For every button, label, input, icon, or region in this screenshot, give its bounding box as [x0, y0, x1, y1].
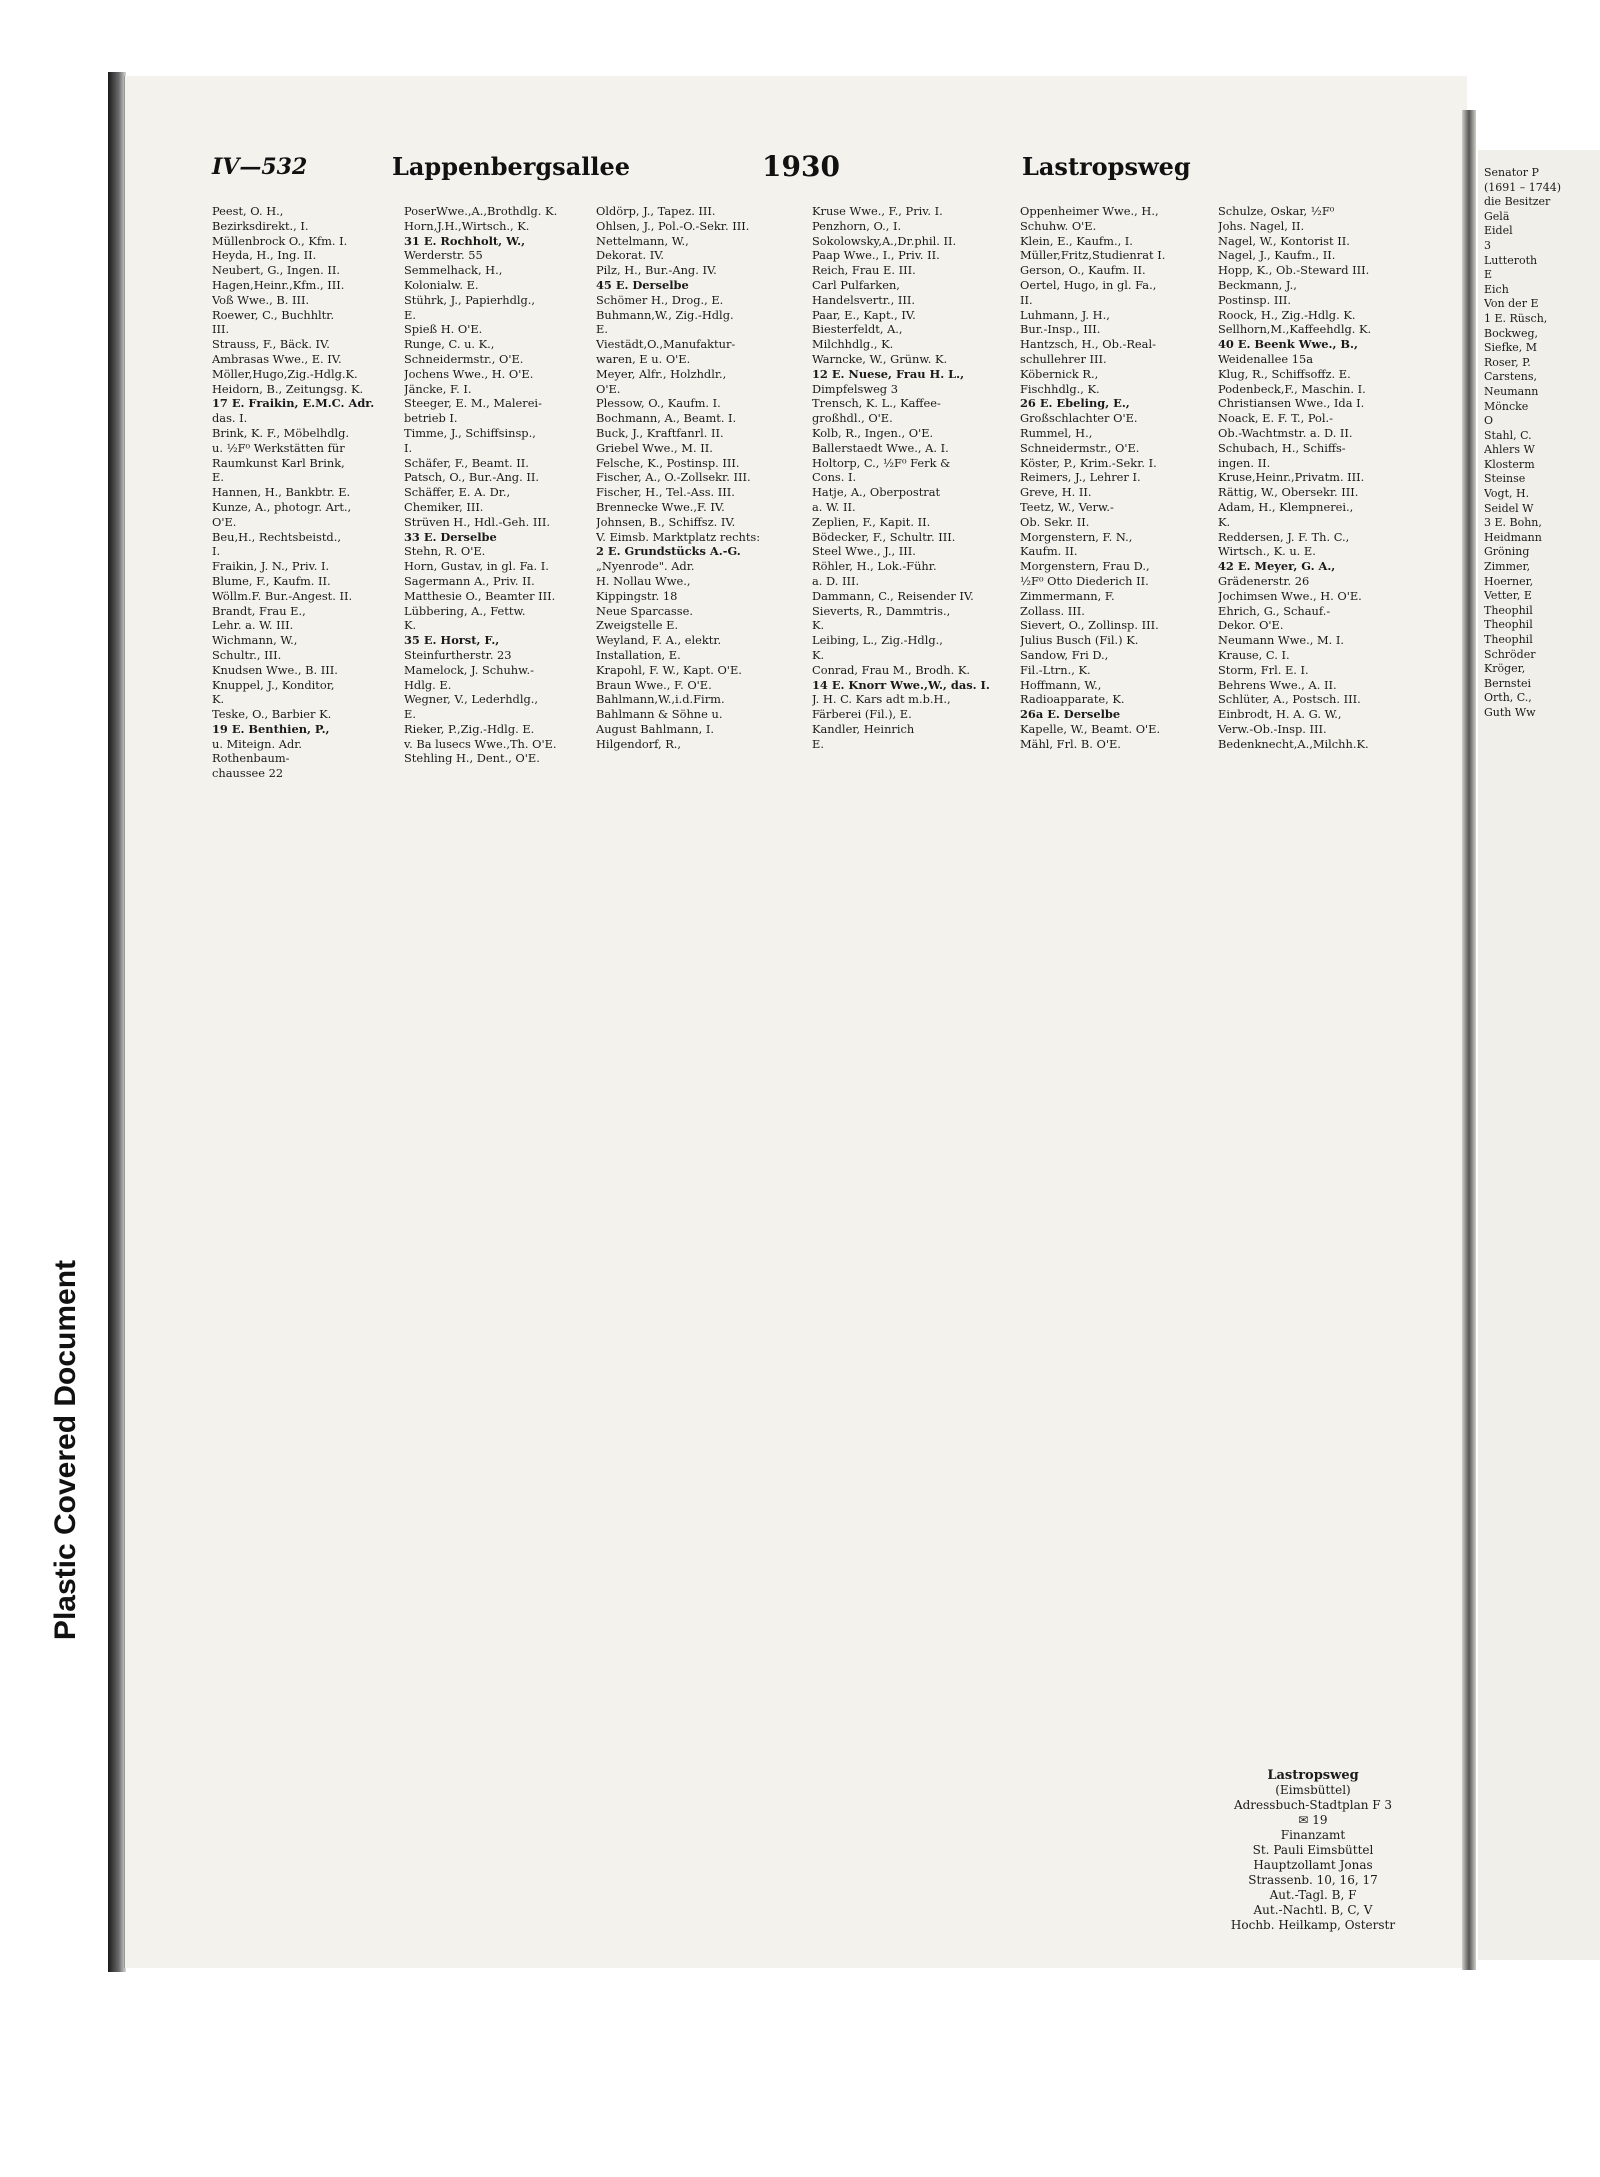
street-name-right: Lastropsweg — [1022, 152, 1191, 181]
directory-entry: waren, E u. O'E. — [596, 351, 691, 366]
directory-entry: Bödecker, F., Schultr. III. — [812, 529, 956, 544]
directory-entry: Köster, P., Krim.-Sekr. I. — [1020, 455, 1157, 470]
facing-page-line: Theophil — [1484, 618, 1533, 632]
directory-entry: Horn,J.H.,Wirtsch., K. — [404, 218, 530, 233]
directory-entry: Strauss, F., Bäck. IV. — [212, 337, 330, 352]
facing-page — [1478, 150, 1600, 1960]
directory-entry: Fischer, A., O.-Zollsekr. III. — [596, 470, 751, 485]
directory-entry: Warncke, W., Grünw. K. — [812, 351, 948, 366]
facing-page-line: Bockweg, — [1484, 326, 1538, 340]
facing-page-line: Zimmer, — [1484, 560, 1531, 574]
directory-entry: Noack, E. F. T., Pol.- — [1218, 411, 1334, 426]
facing-page-line: Bernstei — [1484, 676, 1532, 690]
directory-entry: Zeplien, F., Kapit. II. — [812, 514, 931, 529]
facing-page-line: Siefke, M — [1484, 341, 1538, 355]
directory-entry: Einbrodt, H. A. G. W., — [1218, 707, 1342, 722]
directory-entry: Luhmann, J. H., — [1020, 307, 1110, 322]
street-info-line: St. Pauli Eimsbüttel — [1252, 1843, 1374, 1857]
street-info-line: Hauptzollamt Jonas — [1253, 1858, 1373, 1872]
directory-entry: Dimpfelsweg 3 — [812, 381, 898, 396]
directory-entry: Kapelle, W., Beamt. O'E. — [1020, 721, 1161, 736]
directory-entry: betrieb I. — [404, 411, 458, 426]
facing-page-line: Möncke — [1484, 399, 1529, 413]
directory-entry: Semmelhack, H., — [404, 263, 503, 278]
directory-entry: J. H. C. Kars adt m.b.H., — [812, 692, 951, 707]
directory-entry: a. W. II. — [812, 499, 856, 514]
directory-entry: Schulze, Oskar, ½F⁰ — [1218, 204, 1335, 218]
directory-entry: 35 E. Horst, F., — [404, 633, 500, 648]
directory-entry: Spieß H. O'E. — [404, 322, 483, 337]
facing-page-line: Gelä — [1484, 209, 1510, 223]
directory-entry: Wöllm.F. Bur.-Angest. II. — [212, 588, 353, 603]
directory-entry: Plessow, O., Kaufm. I. — [596, 396, 721, 411]
directory-entry: Weidenallee 15a — [1218, 351, 1313, 366]
directory-entry: Beu,H., Rechtsbeistd., — [212, 529, 341, 544]
directory-entry: Kruse Wwe., F., Priv. I. — [812, 204, 943, 218]
directory-entry: „Nyenrode". Adr. — [596, 559, 695, 574]
directory-entry: Schultr., III. — [212, 647, 282, 662]
directory-entry: Dekor. O'E. — [1218, 618, 1284, 633]
directory-entry: V. Eimsb. Marktplatz rechts: — [596, 529, 761, 544]
facing-page-line: Schröder — [1484, 647, 1536, 661]
directory-entry: Sandow, Fri D., — [1020, 647, 1109, 662]
directory-entry: Conrad, Frau M., Brodh. K. — [812, 662, 970, 677]
facing-page-line: Carstens, — [1484, 370, 1538, 384]
street-info-line: Aut.-Nachtl. B, C, V — [1253, 1903, 1373, 1917]
directory-entry: H. Nollau Wwe., — [596, 573, 691, 588]
directory-entry: 31 E. Rochholt, W., — [404, 233, 526, 248]
directory-entry: Dammann, C., Reisender IV. — [812, 588, 974, 603]
directory-entry: Installation, E. — [596, 647, 681, 662]
directory-entry: Nagel, J., Kaufm., II. — [1218, 248, 1336, 263]
directory-entry: Strüven H., Hdl.-Geh. III. — [404, 514, 550, 529]
directory-entry: Schlüter, A., Postsch. III. — [1218, 692, 1361, 707]
directory-entry: Klug, R., Schiffsoffz. E. — [1218, 366, 1351, 381]
facing-page-line: die Besitzer — [1484, 195, 1551, 209]
directory-entry: Matthesie O., Beamter III. — [404, 588, 556, 603]
directory-entry: Neumann Wwe., M. I. — [1218, 633, 1345, 648]
facing-page-line: Orth, C., — [1484, 691, 1532, 705]
directory-entry: Reimers, J., Lehrer I. — [1020, 470, 1141, 485]
directory-entry: PoserWwe.,A.,Brothdlg. K. — [404, 204, 558, 218]
directory-entry: 2 E. Grundstücks A.-G. — [596, 544, 741, 559]
directory-entry: E. — [596, 322, 608, 337]
directory-entry: Kandler, Heinrich — [812, 721, 915, 736]
directory-entry: das. I. — [212, 411, 248, 426]
directory-entry: Johnsen, B., Schiffsz. IV. — [596, 514, 736, 529]
directory-entry: Storm, Frl. E. I. — [1218, 662, 1309, 677]
book-gutter — [1462, 110, 1476, 1970]
directory-entry: Fischer, H., Tel.-Ass. III. — [596, 485, 735, 500]
directory-entry: Grädenerstr. 26 — [1218, 573, 1310, 588]
page-number: IV—532 — [212, 154, 308, 180]
directory-entry: I. — [404, 440, 413, 455]
facing-page-line: 3 — [1484, 238, 1491, 252]
directory-entry: Bochmann, A., Beamt. I. — [596, 411, 737, 426]
directory-entry: Raumkunst Karl Brink, — [212, 455, 345, 470]
directory-entry: Bur.-Insp., III. — [1020, 322, 1101, 337]
directory-entry: Penzhorn, O., I. — [812, 218, 902, 233]
directory-entry: Kaufm. II. — [1020, 544, 1078, 559]
directory-entry: Radioapparate, K. — [1020, 692, 1125, 707]
directory-entry: III. — [212, 322, 230, 337]
facing-page-line: (1691 – 1744) — [1484, 180, 1562, 194]
directory-entry: Rieker, P.,Zig.-Hdlg. E. — [404, 721, 535, 736]
directory-entry: Schneidermstr., O'E. — [1020, 440, 1140, 455]
facing-page-line: Eich — [1484, 282, 1509, 296]
facing-page-line: O — [1484, 414, 1494, 428]
directory-entry: Möller,Hugo,Zig.-Hdlg.K. — [212, 366, 358, 381]
facing-page-line: Hoerner, — [1484, 574, 1534, 588]
facing-page-line: Steinse — [1484, 472, 1526, 486]
facing-page-line: Theophil — [1484, 603, 1533, 617]
directory-entry: 17 E. Fraikin, E.M.C. Adr. — [212, 396, 375, 411]
directory-entry: Fil.-Ltrn., K. — [1020, 662, 1091, 677]
directory-entry: Teetz, W., Verw.- — [1020, 499, 1114, 514]
facing-page-line: Vetter, E — [1484, 589, 1532, 603]
directory-entry: Nagel, W., Kontorist II. — [1218, 233, 1350, 248]
directory-entry: Runge, C. u. K., — [404, 337, 495, 352]
directory-entry: Schäfer, F., Beamt. II. — [404, 455, 529, 470]
street-info-line: Aut.-Tagl. B, F — [1269, 1888, 1357, 1902]
facing-page-line: 3 E. Bohn, — [1484, 516, 1542, 530]
directory-entry: chaussee 22 — [212, 766, 284, 781]
street-info-lines — [1218, 1798, 1408, 1933]
directory-entry: Chemiker, III. — [404, 499, 484, 514]
directory-entry: Blume, F., Kaufm. II. — [212, 573, 331, 588]
directory-entry: I. — [212, 544, 221, 559]
directory-entry: E. — [212, 470, 224, 485]
directory-entry: großhdl., O'E. — [812, 411, 893, 426]
directory-entry: Kolonialw. E. — [404, 277, 479, 292]
directory-entry: Pilz, H., Bur.-Ang. IV. — [596, 263, 717, 278]
directory-entry: Sagermann A., Priv. II. — [404, 573, 535, 588]
directory-entry: Sievert, O., Zollinsp. III. — [1020, 618, 1159, 633]
directory-entry: 33 E. Derselbe — [404, 529, 497, 544]
directory-entry: Kolb, R., Ingen., O'E. — [812, 425, 934, 440]
directory-entry: ½F⁰ Otto Diederich II. — [1020, 573, 1149, 588]
directory-entry: Oppenheimer Wwe., H., — [1020, 204, 1159, 218]
directory-entry: Stührk, J., Papierhdlg., — [404, 292, 536, 307]
directory-entry: Hoffmann, W., — [1020, 677, 1102, 692]
facing-page-line: Eidel — [1484, 224, 1513, 238]
street-info-line: Adressbuch-Stadtplan F 3 — [1233, 1798, 1393, 1812]
street-info-line: Finanzamt — [1280, 1828, 1346, 1842]
directory-entry: Hantzsch, H., Ob.-Real- — [1020, 337, 1156, 352]
directory-entry: Stehn, R. O'E. — [404, 544, 486, 559]
facing-page-line: 1 E. Rüsch, — [1484, 311, 1548, 325]
directory-entry: Werderstr. 55 — [404, 248, 483, 263]
directory-entry: Milchhdlg., K. — [812, 337, 894, 352]
directory-entry: Fraikin, J. N., Priv. I. — [212, 559, 330, 574]
directory-entry: August Bahlmann, I. — [596, 721, 714, 736]
directory-entry: Sieverts, R., Dammtris., — [812, 603, 951, 618]
page-header — [212, 146, 1362, 186]
facing-page-line: Seidel W — [1484, 501, 1534, 515]
directory-entry: Hagen,Heinr.,Kfm., III. — [212, 277, 345, 292]
directory-entry: Biesterfeldt, A., — [812, 322, 903, 337]
directory-entry: Verw.-Ob.-Insp. III. — [1218, 721, 1327, 736]
facing-page-line: Ahlers W — [1484, 443, 1535, 457]
facing-page-line: E — [1484, 268, 1493, 282]
directory-column-6 — [1218, 204, 1404, 1944]
directory-entry: Knuppel, J., Konditor, — [212, 677, 335, 692]
directory-entry: K. — [212, 692, 225, 707]
directory-entry: Schäffer, E. A. Dr., — [404, 485, 511, 500]
directory-entry: Neubert, G., Ingen. II. — [212, 263, 340, 278]
directory-entry: Bezirksdirekt., I. — [212, 218, 309, 233]
directory-entry: a. D. III. — [812, 573, 860, 588]
directory-entry: Greve, H. II. — [1020, 485, 1092, 500]
directory-entry: Morgenstern, Frau D., — [1020, 559, 1150, 574]
directory-entry: Wegner, V., Lederhdlg., — [404, 692, 539, 707]
directory-entry: Heyda, H., Ing. II. — [212, 248, 317, 263]
directory-column-3 — [596, 204, 782, 1944]
directory-entry: Paar, E., Kapt., IV. — [812, 307, 916, 322]
directory-entry: K. — [1218, 514, 1231, 529]
directory-entry: Lübbering, A., Fettw. — [404, 603, 526, 618]
directory-entry: Teske, O., Barbier K. — [212, 707, 332, 722]
directory-entry: Ehrich, G., Schauf.- — [1218, 603, 1331, 618]
facing-page-line: Heidmann — [1484, 530, 1542, 544]
directory-entry: Voß Wwe., B. III. — [212, 292, 310, 307]
directory-entry: Köbernick R., — [1020, 366, 1099, 381]
directory-entry: u. ½F⁰ Werkstätten für — [212, 440, 345, 455]
directory-entry: 14 E. Knorr Wwe.,W., das. I. — [812, 677, 990, 692]
directory-entry: Postinsp. III. — [1218, 292, 1291, 307]
facing-page-line: Kröger, — [1484, 662, 1526, 676]
directory-entry: Ob. Sekr. II. — [1020, 514, 1090, 529]
directory-entry: Krapohl, F. W., Kapt. O'E. — [596, 662, 742, 677]
directory-entry: ingen. II. — [1218, 455, 1271, 470]
directory-entry: Leibing, L., Zig.-Hdlg., — [812, 633, 943, 648]
facing-page-line: Lutteroth — [1484, 253, 1538, 267]
facing-page-line: Klosterm — [1484, 457, 1535, 471]
directory-entry: Steinfurtherstr. 23 — [404, 647, 512, 662]
directory-column-4 — [812, 204, 998, 1944]
directory-column-1 — [212, 204, 398, 1944]
facing-page-line: Roser, P. — [1484, 355, 1531, 369]
street-info-title: Lastropsweg — [1267, 1768, 1359, 1783]
facing-page-line: Theophil — [1484, 633, 1533, 646]
street-info-line: Hochb. Heilkamp, Osterstr — [1230, 1918, 1396, 1932]
directory-entry: K. — [812, 647, 825, 662]
directory-entry: Buck, J., Kraftfanrl. II. — [596, 425, 724, 440]
facing-page-line: Von der E — [1484, 297, 1539, 311]
facing-page-line: Stahl, C. — [1484, 428, 1532, 442]
street-info-line: ✉ 19 — [1298, 1813, 1328, 1827]
directory-entry: Kippingstr. 18 — [596, 588, 678, 603]
directory-entry: Müllenbrock O., Kfm. I. — [212, 233, 348, 248]
directory-entry: v. Ba lusecs Wwe.,Th. O'E. — [404, 736, 557, 751]
directory-entry: Adam, H., Klempnerei., — [1218, 499, 1354, 514]
directory-entry: Steeger, E. M., Malerei- — [404, 396, 542, 411]
directory-entry: Holtorp, C., ½F⁰ Ferk & — [812, 455, 951, 470]
directory-entry: Horn, Gustav, in gl. Fa. I. — [404, 559, 549, 574]
directory-entry: Ballerstaedt Wwe., A. I. — [812, 440, 949, 455]
directory-entry: Schubach, H., Schiffs- — [1218, 440, 1346, 455]
directory-entry: II. — [1020, 292, 1033, 307]
directory-entry: 12 E. Nuese, Frau H. L., — [812, 366, 965, 381]
directory-entry: 40 E. Beenk Wwe., B., — [1218, 337, 1358, 352]
directory-entry: Patsch, O., Bur.-Ang. II. — [404, 470, 539, 485]
directory-entry: Brink, K. F., Möbelhdlg. — [212, 425, 350, 440]
directory-entry: Lehr. a. W. III. — [212, 618, 294, 633]
directory-entry: Roewer, C., Buchhltr. — [212, 307, 335, 322]
directory-entry: Zollass. III. — [1020, 603, 1085, 618]
street-info-line: Strassenb. 10, 16, 17 — [1248, 1873, 1378, 1887]
directory-entry: Meyer, Alfr., Holzhdlr., — [596, 366, 727, 381]
directory-entry: Brennecke Wwe.,F. IV. — [596, 499, 725, 514]
directory-entry: Cons. I. — [812, 470, 857, 485]
directory-entry: O'E. — [212, 514, 237, 529]
directory-entry: E. — [404, 707, 416, 722]
facing-page-line: Vogt, H. — [1484, 487, 1530, 501]
directory-entry: Sokolowsky,A.,Dr.phil. II. — [812, 233, 957, 248]
directory-entry: Christiansen Wwe., Ida I. — [1218, 396, 1365, 411]
directory-entry: Krause, C. I. — [1218, 647, 1290, 662]
directory-entry: Paap Wwe., I., Priv. II. — [812, 248, 940, 263]
directory-entry: Mähl, Frl. B. O'E. — [1020, 736, 1121, 751]
street-info-box — [1218, 1768, 1408, 1933]
directory-entry: Bedenknecht,A.,Milchh.K. — [1218, 736, 1369, 751]
directory-entry: Hdlg. E. — [404, 677, 452, 692]
directory-entry: Ambrasas Wwe., E. IV. — [212, 351, 342, 366]
year: 1930 — [762, 150, 840, 183]
directory-entry: Beckmann, J., — [1218, 277, 1297, 292]
directory-entry: E. — [404, 307, 416, 322]
directory-entry: Großschlachter O'E. — [1020, 411, 1138, 426]
directory-entry: E. — [812, 736, 824, 751]
directory-entry: Hannen, H., Bankbtr. E. — [212, 485, 351, 500]
directory-entry: Klein, E., Kaufm., I. — [1020, 233, 1133, 248]
directory-entry: Wirtsch., K. u. E. — [1218, 544, 1316, 559]
directory-entry: Reich, Frau E. III. — [812, 263, 916, 278]
directory-entry: Schuhw. O'E. — [1020, 218, 1097, 233]
directory-entry: Rummel, H., — [1020, 425, 1093, 440]
directory-entry: Sellhorn,M.,Kaffeehdlg. K. — [1218, 322, 1372, 337]
directory-entry: Oldörp, J., Tapez. III. — [596, 204, 716, 218]
facing-page-line: Neumann — [1484, 384, 1539, 398]
directory-entry: 26 E. Ebeling, E., — [1020, 396, 1130, 411]
directory-entry: Felsche, K., Postinsp. III. — [596, 455, 740, 470]
directory-entry: Zimmermann, F. — [1020, 588, 1115, 603]
directory-entry: Oertel, Hugo, in gl. Fa., — [1020, 277, 1157, 292]
directory-entry: Braun Wwe., F. O'E. — [596, 677, 712, 692]
directory-entry: Heidorn, B., Zeitungsg. K. — [212, 381, 364, 396]
directory-entry: Dekorat. IV. — [596, 248, 665, 263]
directory-entry: Timme, J., Schiffsinsp., — [404, 425, 536, 440]
directory-entry: Neue Sparcasse. — [596, 603, 693, 618]
directory-entry: Wichmann, W., — [212, 633, 298, 648]
directory-entry: 42 E. Meyer, G. A., — [1218, 559, 1336, 574]
directory-entry: Carl Pulfarken, — [812, 277, 900, 292]
directory-entry: 45 E. Derselbe — [596, 277, 689, 292]
directory-entry: Bahlmann & Söhne u. — [596, 707, 723, 722]
facing-page-line: Senator P — [1484, 166, 1539, 179]
directory-entry: O'E. — [596, 381, 621, 396]
directory-entry: Behrens Wwe., A. II. — [1218, 677, 1337, 692]
directory-entry: Knudsen Wwe., B. III. — [212, 662, 338, 677]
directory-column-2 — [404, 204, 590, 1944]
directory-entry: Rothenbaum- — [212, 751, 290, 766]
directory-entry: Morgenstern, F. N., — [1020, 529, 1133, 544]
directory-entry: Hatje, A., Oberpostrat — [812, 485, 941, 500]
street-name-left: Lappenbergsallee — [392, 152, 631, 181]
directory-entry: u. Miteign. Adr. — [212, 736, 303, 751]
directory-entry: Ob.-Wachtmstr. a. D. II. — [1218, 425, 1353, 440]
directory-entry: Buhmann,W., Zig.-Hdlg. — [596, 307, 734, 322]
directory-entry: Steel Wwe., J., III. — [812, 544, 916, 559]
directory-entry: 26a E. Derselbe — [1020, 707, 1121, 722]
facing-page-line: Gröning — [1484, 545, 1530, 559]
directory-entry: Jäncke, F. I. — [404, 381, 472, 396]
directory-entry: Jochens Wwe., H. O'E. — [404, 366, 534, 381]
directory-entry: Schneidermstr., O'E. — [404, 351, 524, 366]
directory-entry: Stehling H., Dent., O'E. — [404, 751, 540, 766]
directory-entry: Handelsvertr., III. — [812, 292, 915, 307]
side-label: Plastic Covered Document — [49, 1259, 82, 1641]
directory-entry: Ohlsen, J., Pol.-O.-Sekr. III. — [596, 218, 750, 233]
directory-entry: Weyland, F. A., elektr. — [596, 633, 722, 648]
directory-entry: Jochimsen Wwe., H. O'E. — [1218, 588, 1362, 603]
directory-entry: Podenbeck,F., Maschin. I. — [1218, 381, 1366, 396]
directory-entry: Mamelock, J. Schuhw.- — [404, 662, 535, 677]
directory-entry: Bahlmann,W.,i.d.Firm. — [596, 692, 725, 707]
directory-entry: K. — [812, 618, 825, 633]
facing-page-line: Guth Ww — [1484, 705, 1536, 719]
directory-entry: Zweigstelle E. — [596, 618, 679, 633]
directory-entry: Röhler, H., Lok.-Führ. — [812, 559, 937, 574]
directory-entry: Viestädt,O.,Manufaktur- — [596, 337, 736, 352]
directory-entry: Kruse,Heinr.,Privatm. III. — [1218, 470, 1365, 485]
facing-page-fragments — [1484, 166, 1600, 721]
directory-entry: 19 E. Benthien, P., — [212, 721, 330, 736]
directory-entry: Roock, H., Zig.-Hdlg. K. — [1218, 307, 1356, 322]
directory-entry: Trensch, K. L., Kaffee- — [812, 396, 941, 411]
directory-entry: Brandt, Frau E., — [212, 603, 306, 618]
directory-entry: Hopp, K., Ob.-Steward III. — [1218, 263, 1370, 278]
directory-entry: K. — [404, 618, 417, 633]
directory-entry: Schömer H., Drog., E. — [596, 292, 724, 307]
directory-entry: Nettelmann, W., — [596, 233, 689, 248]
directory-entry: Müller,Fritz,Studienrat I. — [1020, 248, 1166, 263]
directory-entry: Färberei (Fil.), E. — [812, 707, 912, 722]
directory-entry: Reddersen, J. F. Th. C., — [1218, 529, 1350, 544]
directory-entry: Hilgendorf, R., — [596, 736, 682, 751]
directory-entry: Peest, O. H., — [212, 204, 284, 218]
street-info-subtitle: (Eimsbüttel) — [1275, 1783, 1351, 1797]
directory-column-5 — [1020, 204, 1206, 1944]
directory-entry: Griebel Wwe., M. II. — [596, 440, 713, 455]
directory-entry: Johs. Nagel, II. — [1218, 218, 1305, 233]
directory-entry: Gerson, O., Kaufm. II. — [1020, 263, 1146, 278]
directory-entry: Julius Busch (Fil.) K. — [1020, 633, 1139, 648]
directory-entry: Rättig, W., Obersekr. III. — [1218, 485, 1359, 500]
directory-entry: schullehrer III. — [1020, 351, 1107, 366]
directory-entry: Fischhdlg., K. — [1020, 381, 1100, 396]
directory-entry: Kunze, A., photogr. Art., — [212, 499, 352, 514]
